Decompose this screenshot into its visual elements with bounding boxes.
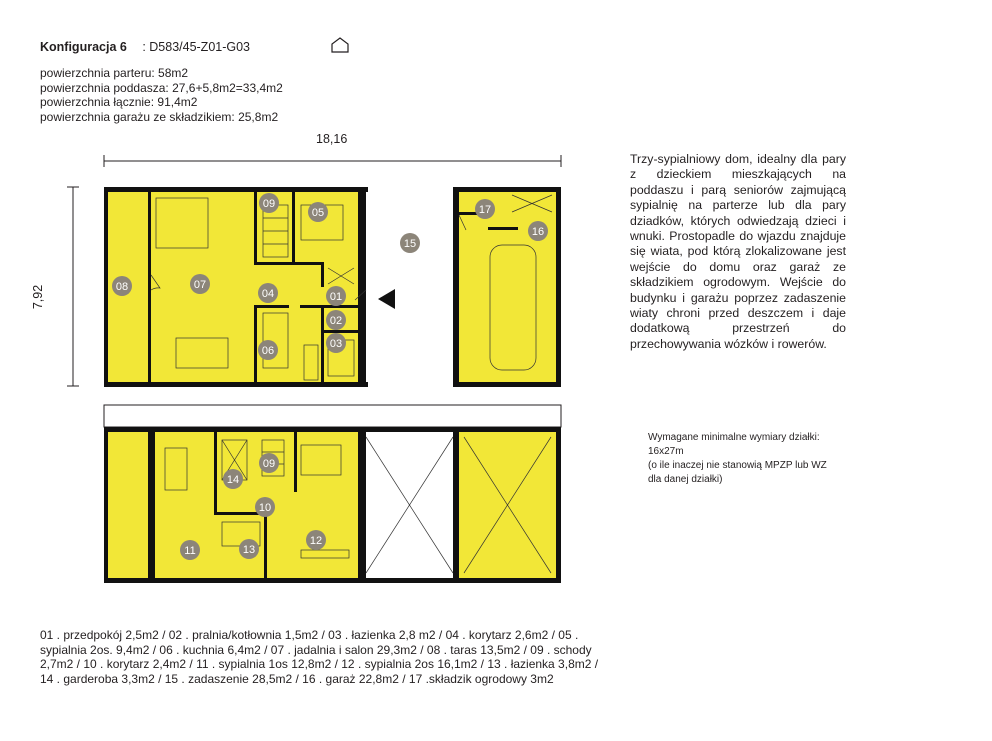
config-label: Konfiguracja 6 <box>40 40 127 54</box>
width-dimension: 18,16 <box>316 132 348 146</box>
description-text: Trzy-sypialniowy dom, idealny dla pary z dzieckiem mieszkających na poddaszu i parą seniorów zajmującą sypialnię na parterze lub dla pary dziadków, których odwiedzają dzieci i wnuki. Prostopadle do wjazdu znajduje się wiata, pod którą zlokalizowane jest wejście do domu oraz garaż ze składzikiem ogrodowym. Wejście do budynku i garażu poprzez zadaszenie wiaty chroni przed deszczem i daje dodatkową przestrzeń do przechowywania wózków i rowerów. <box>630 152 846 351</box>
room-legend: 01 . przedpokój 2,5m2 / 02 . pralnia/kotłownia 1,5m2 / 03 . łazienka 2,8 m2 / 04 . korytarz 2,6m2 / 05 . sypialnia 2os. 9,4m2 / 06 . kuchnia 6,4m2 / 07 . jadalnia i salon 29,3m2 / 08 . taras 13,5m2 / 09 . schody 2,7m2 / 10 . korytarz 2,4m2 / 11 . sypialnia 1os 12,8m2 / 12 . sypialnia 2os 16,1m2 / 13 . łazienka 3,8m2 / 14 . garderoba 3,3m2 / 15 . zadaszenie 28,5m2 / 16 . garaż 22,8m2 / 17 .składzik ogrodowy 3m2 <box>40 628 599 686</box>
spec-garage: powierzchnia garażu ze składzikiem: 25,8m2 <box>40 109 279 124</box>
ground-badge-label-16: 16 <box>531 226 545 238</box>
ground-badge-label-15: 15 <box>403 238 417 250</box>
attic-floor <box>104 427 561 583</box>
ground-badge-label-03: 03 <box>329 338 343 350</box>
ground-badge-label-07: 07 <box>193 279 207 291</box>
attic-badge-label-09: 09 <box>262 458 276 470</box>
config-code: : D583/45-Z01-G03 <box>142 40 251 54</box>
ground-badge-label-04: 04 <box>261 288 275 300</box>
ground-badge-label-17: 17 <box>478 204 492 216</box>
attic-badge-label-10: 10 <box>258 502 272 514</box>
spec-ground-floor: powierzchnia parteru: 58m2 <box>40 66 189 80</box>
section-band <box>104 405 561 427</box>
ground-badge-label-02: 02 <box>329 315 343 327</box>
entrance-arrow-icon <box>378 289 395 309</box>
spec-total: powierzchnia łącznie: 91,4m2 <box>40 95 198 110</box>
plot-requirements <box>648 431 848 487</box>
depth-dimension: 7,92 <box>31 284 46 310</box>
spec-attic: powierzchnia poddasza: 27,6+5,8m2=33,4m2 <box>40 80 283 95</box>
ground-badge-label-01: 01 <box>329 291 343 303</box>
attic-badge-label-14: 14 <box>226 474 240 486</box>
requirements-line-3: (o ile inaczej nie stanowią MPZP lub WZ <box>648 460 827 471</box>
attic-badge-label-12: 12 <box>309 535 323 547</box>
ground-badge-label-09: 09 <box>262 198 276 210</box>
ground-badge-label-05: 05 <box>311 207 325 219</box>
requirements-line-2: 16x27m <box>648 446 684 457</box>
attic-badge-label-13: 13 <box>242 544 256 556</box>
ground-badge-label-08: 08 <box>115 281 129 293</box>
attic-badge-label-11: 11 <box>184 545 196 557</box>
ground-badge-label-06: 06 <box>261 345 275 357</box>
requirements-line-1: Wymagane minimalne wymiary działki: <box>648 432 820 443</box>
requirements-line-4: dla danej działki) <box>648 474 723 485</box>
